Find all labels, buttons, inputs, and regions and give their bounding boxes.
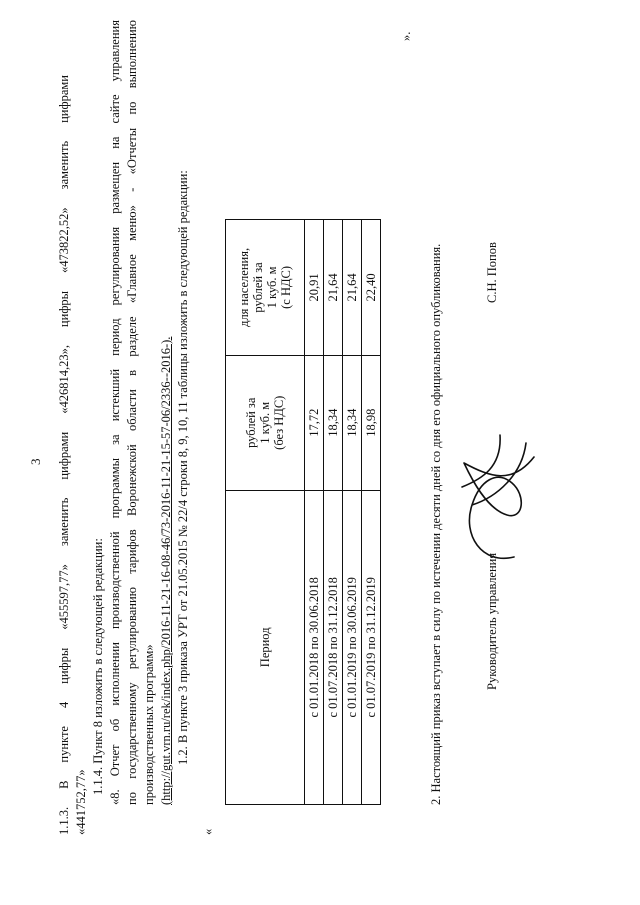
paragraph-1-2: 1.2. В пункте 3 приказа УРТ от 21.05.2015 № 22/4 строки 8, 9, 10, 11 таблицы изложить в следующей редакции: [176,170,190,765]
cell-period: с 01.07.2018 по 31.12.2018 [324,490,343,804]
cell-period: с 01.01.2019 по 30.06.2019 [343,490,362,804]
report-link[interactable]: (http://gut.vrn.ru/rek/index.php/2016-11-21-16-08-46/73-2016-11-21-15-57-06/2336--2016-). [159,336,173,805]
cell-price-with-vat: 20,91 [305,220,324,356]
tariff-table [225,219,381,805]
page-number: 3 [28,458,43,465]
paragraph-1-1-4: 1.1.4. Пункт 8 изложить в следующей редакции: [91,538,105,795]
header-price-no-vat: рублей за 1 куб. м (без НДС) [226,355,305,490]
header-price-with-vat: для населения, рублей за 1 куб. м (с НДС) [226,220,305,356]
quote-close: ». [399,31,413,41]
paragraph-8-line-2: по государственному регулированию тарифов Воронежской области в разделе «Главное меню» - «Отчеты по выполнению [125,20,139,805]
paragraph-2: 2. Настоящий приказ вступает в силу по истечении десяти дней со дня его официального опубликования. [429,243,443,805]
cell-price-with-vat: 21,64 [343,220,362,356]
table-row [343,220,362,805]
cell-price-with-vat: 22,40 [362,220,381,356]
signatory-title: Руководитель управления [485,552,499,690]
paragraph-1-1-3: 1.1.3. В пункте 4 цифры «455597,77» заменить цифрами «426814,23», цифры «473822,52» заменить цифрами [57,75,71,835]
cell-price-no-vat: 18,98 [362,355,381,490]
quote-open: « [201,828,215,835]
table-header-row [226,220,305,805]
header-period: Период [226,490,305,804]
cell-period: с 01.07.2019 по 31.12.2019 [362,490,381,804]
paragraph-1-1-3-continued: «441752,77» [74,769,88,835]
cell-period: с 01.01.2018 по 30.06.2018 [305,490,324,804]
cell-price-no-vat: 18,34 [324,355,343,490]
cell-price-no-vat: 17,72 [305,355,324,490]
cell-price-no-vat: 18,34 [343,355,362,490]
signatory-name: С.Н. Попов [485,242,499,303]
paragraph-8-line-3: производственных программ» [142,644,156,805]
paragraph-8-line-1: «8. Отчет об исполнении производственной программы за истекший период регулирования размещен на сайте управления [108,20,122,805]
table-row [324,220,343,805]
table-row [362,220,381,805]
table-row [305,220,324,805]
cell-price-with-vat: 21,64 [324,220,343,356]
